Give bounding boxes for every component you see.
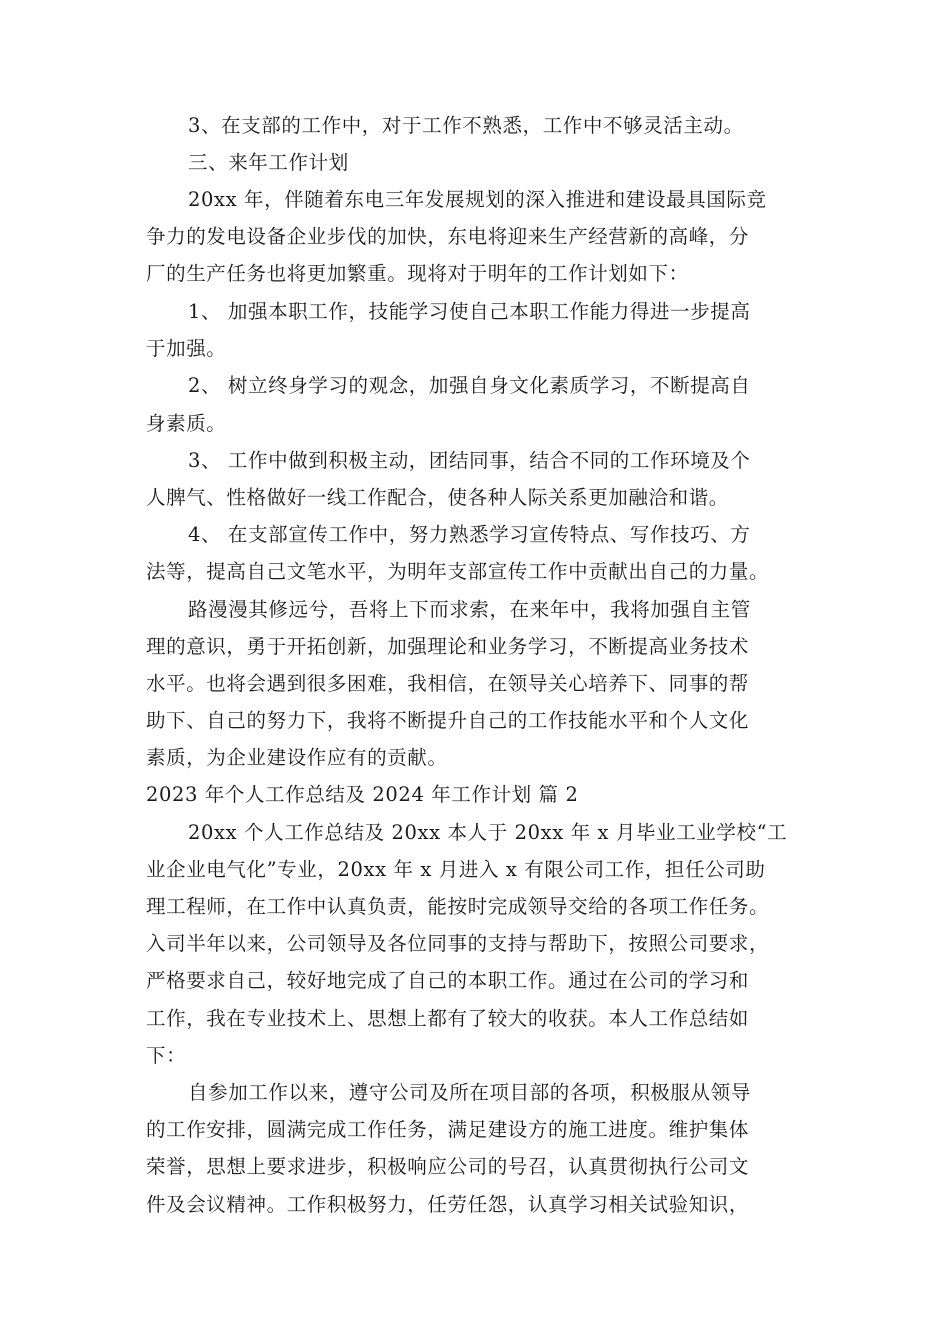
text-line-23: 入司半年以来，公司领导及各位同事的支持与帮助下，按照公司要求，	[146, 932, 770, 955]
text-line-26: 下：	[146, 1044, 187, 1067]
text-line-21: 业企业电气化”专业，20xx 年 x 月进入 x 有限公司工作，担任公司助	[146, 858, 766, 881]
text-line-28: 的工作安排，圆满完成工作任务，满足建设方的施工进度。维护集体	[146, 1118, 750, 1141]
text-line-11: 人脾气、性格做好一线工作配合，使各种人际关系更加融洽和谐。	[146, 486, 729, 509]
text-line-3: 20xx 年，伴随着东电三年发展规划的深入推进和建设最具国际竞	[188, 188, 767, 211]
text-line-14: 路漫漫其修远兮，吾将上下而求索，在来年中，我将加强自主管	[188, 598, 751, 621]
text-line-30: 件及会议精神。工作积极努力，任劳任怨，认真学习相关试验知识，	[146, 1193, 750, 1216]
text-line-22: 理工程师，在工作中认真负责，能按时完成领导交给的各项工作任务。	[146, 895, 770, 918]
text-line-18: 素质，为企业建设作应有的贡献。	[146, 746, 448, 769]
text-line-5: 厂的生产任务也将更加繁重。现将对于明年的工作计划如下：	[146, 262, 689, 285]
text-line-20: 20xx 个人工作总结及 20xx 本人于 20xx 年 x 月毕业工业学校“工	[188, 821, 788, 844]
text-line-8: 2、 树立终身学习的观念，加强自身文化素质学习，不断提高自	[188, 374, 751, 397]
text-line-12: 4、 在支部宣传工作中，努力熟悉学习宣传特点、写作技巧、方	[188, 523, 751, 546]
text-line-10: 3、 工作中做到积极主动，团结同事，结合不同的工作环境及个	[188, 449, 751, 472]
text-line-27: 自参加工作以来，遵守公司及所在项目部的各项，积极服从领导	[188, 1081, 751, 1104]
text-line-9: 身素质。	[146, 412, 227, 435]
text-line-4: 争力的发电设备企业步伐的加快，东电将迎来生产经营新的高峰，分	[146, 225, 750, 248]
text-line-7: 于加强。	[146, 337, 227, 360]
text-line-24: 严格要求自己，较好地完成了自己的本职工作。通过在公司的学习和	[146, 969, 750, 992]
text-line-17: 助下、自己的努力下，我将不断提升自己的工作技能水平和个人文化	[146, 709, 750, 732]
text-line-16: 水平。也将会遇到很多困难，我相信，在领导关心培养下、同事的帮	[146, 672, 750, 695]
text-line-1: 3、在支部的工作中，对于工作不熟悉，工作中不够灵活主动。	[188, 114, 744, 137]
article-title-part-2: 2023 年个人工作总结及 2024 年工作计划 篇 2	[146, 783, 579, 806]
text-line-25: 工作，我在专业技术上、思想上都有了较大的收获。本人工作总结如	[146, 1007, 750, 1030]
text-line-13: 法等，提高自己文笔水平，为明年支部宣传工作中贡献出自己的力量。	[146, 560, 770, 583]
text-line-29: 荣誉，思想上要求进步，积极响应公司的号召，认真贯彻执行公司文	[146, 1155, 750, 1178]
section-heading-plan: 三、来年工作计划	[188, 151, 349, 174]
text-line-15: 理的意识，勇于开拓创新，加强理论和业务学习，不断提高业务技术	[146, 635, 750, 658]
text-line-6: 1、 加强本职工作，技能学习使自己本职工作能力得进一步提高	[188, 300, 751, 323]
